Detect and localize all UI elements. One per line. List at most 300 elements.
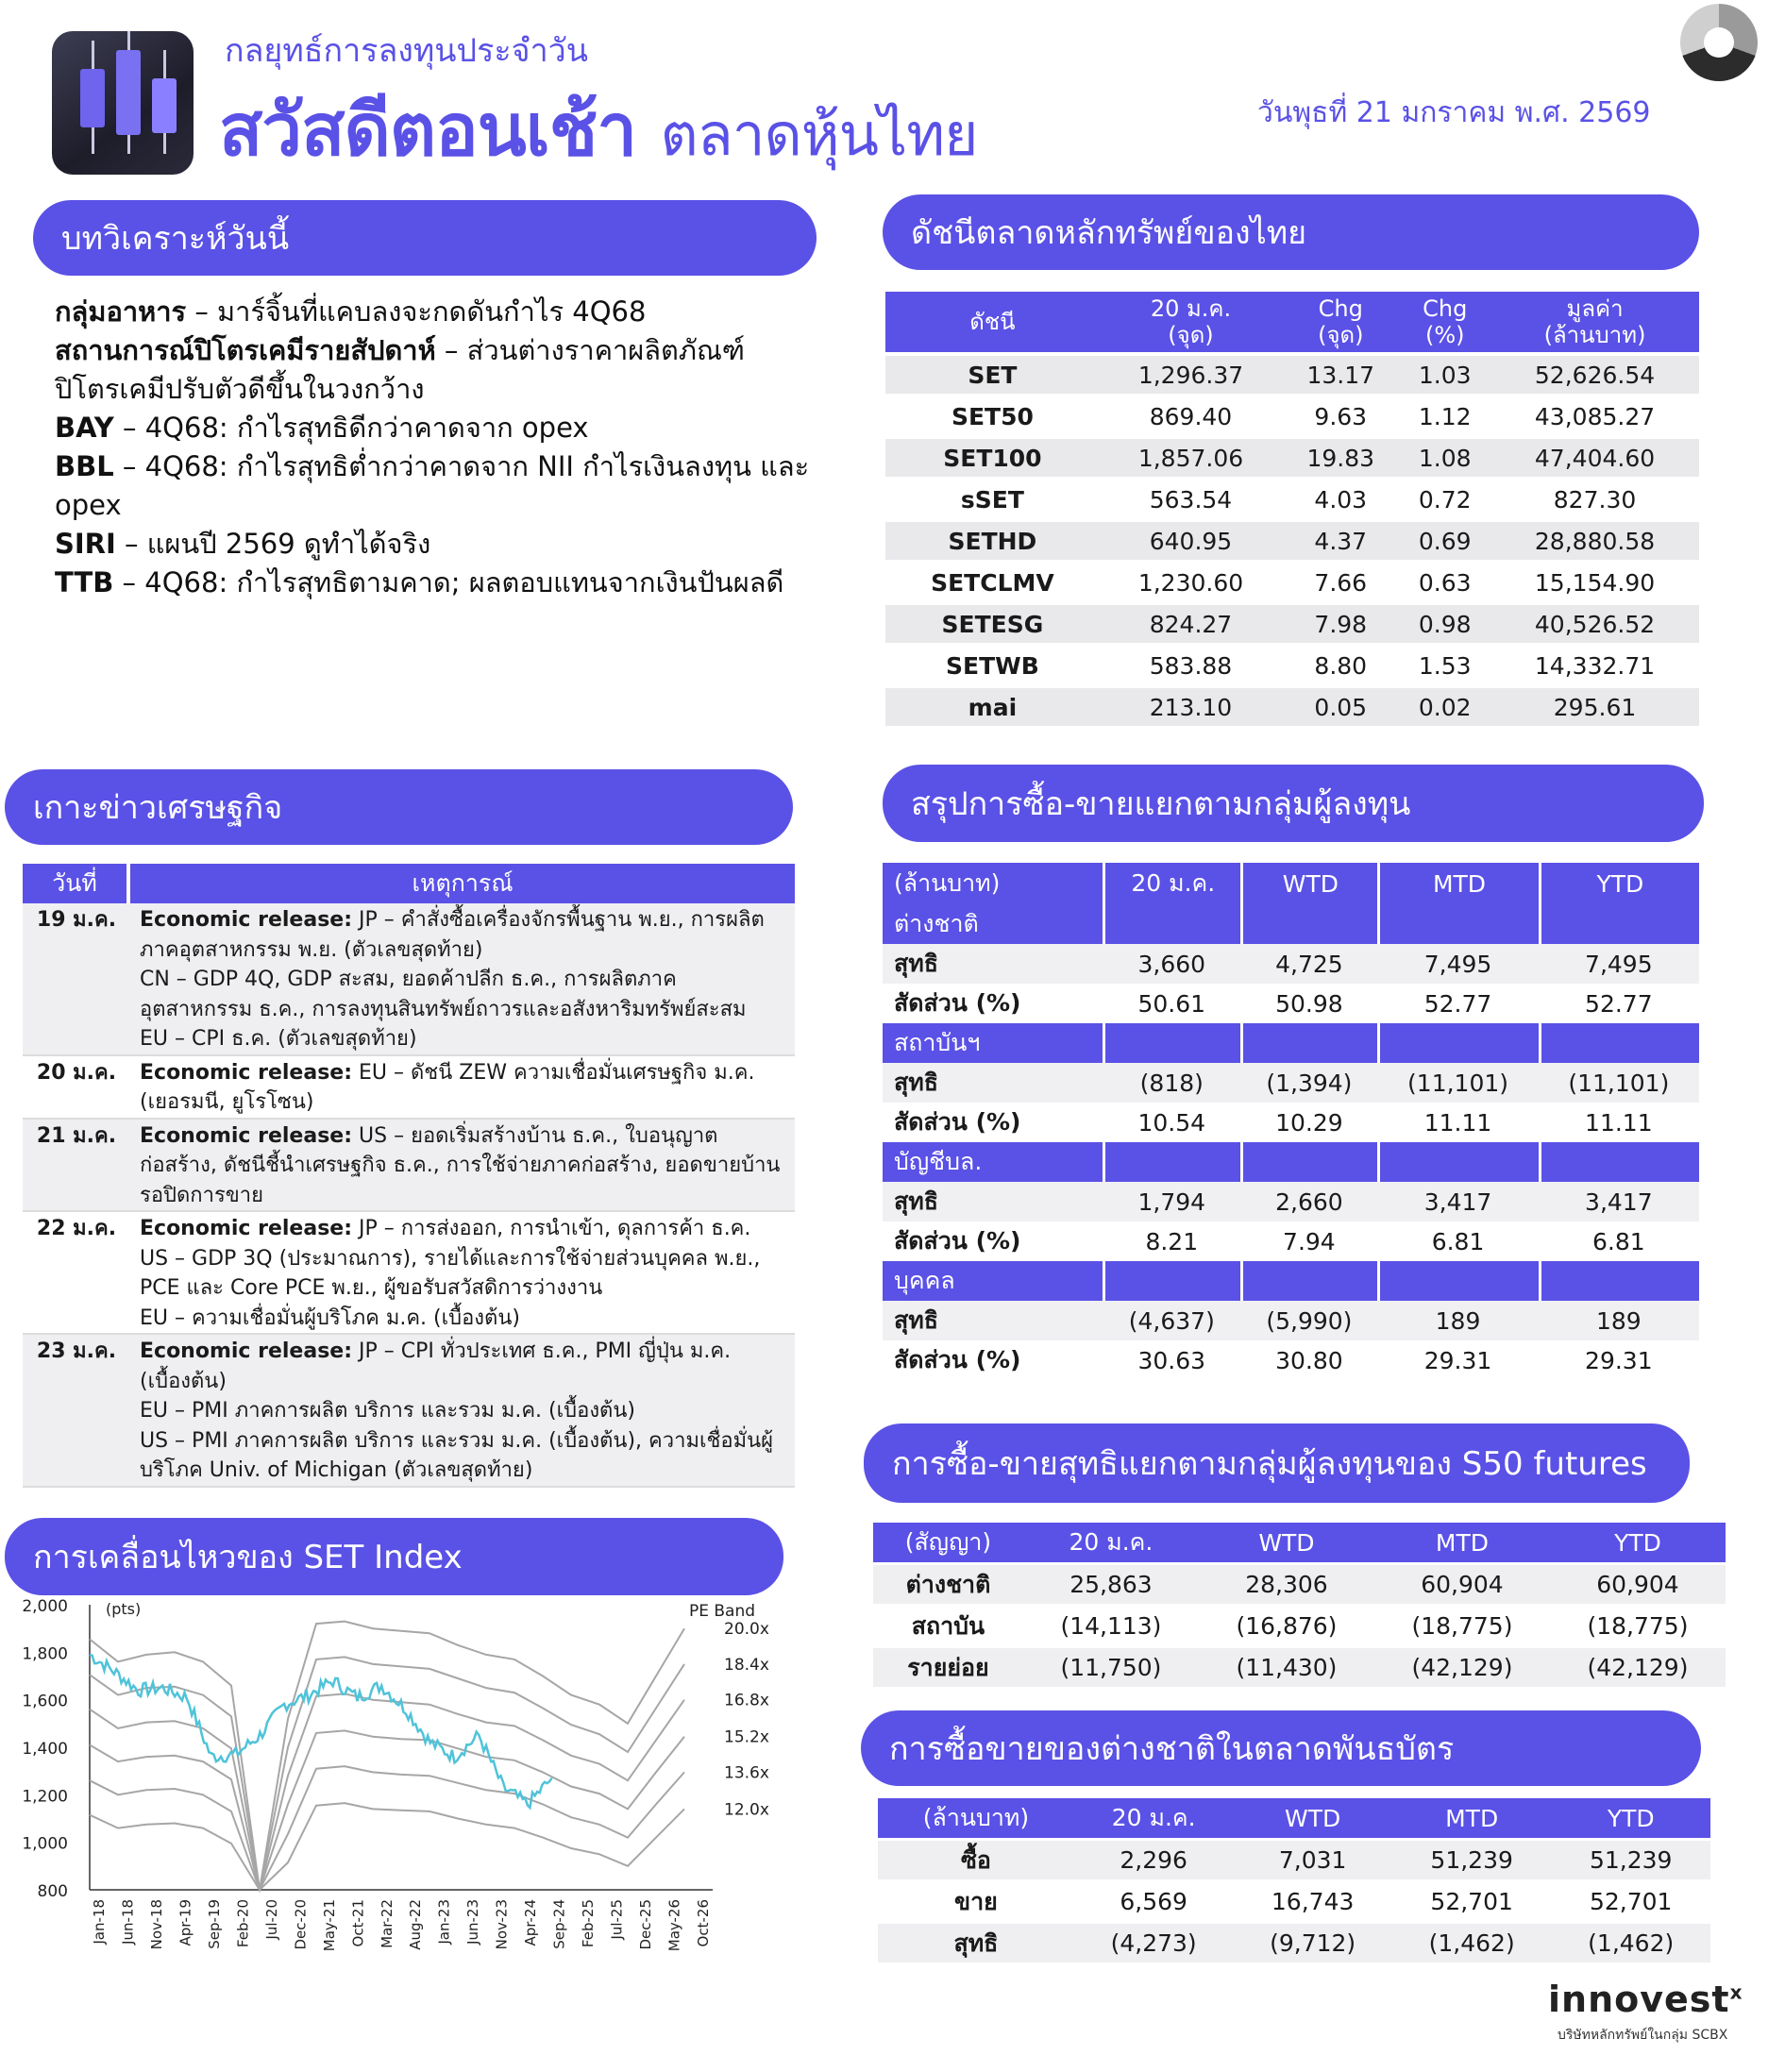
analysis-item-key: สถานการณ์ปิโตรเคมีรายสัปดาห์ [55, 334, 436, 366]
index-cell: 1.03 [1399, 356, 1490, 394]
x-tick-label: Sep-19 [205, 1899, 223, 1949]
x-tick-label: Jan-23 [435, 1899, 453, 1945]
table-row [23, 1212, 795, 1335]
investor-group-blank [1103, 1142, 1240, 1182]
futures_table-header-cell: YTD [1550, 1523, 1726, 1562]
analysis-item-text: – 4Q68: กำไรสุทธิตามคาด; ผลตอบแทนจากเงินปันผลดี [113, 566, 784, 598]
index-header-cell [1282, 292, 1399, 352]
table-row [883, 1182, 1699, 1221]
news-event-text: US – PMI ภาคการผลิต บริการ และรวม ม.ค. (เบื้องต้น), ความเชื่อมั่นผู้บริโภค Univ. of Michigan (ตัวเลขสุดท้าย) [140, 1428, 774, 1482]
investor-group-blank [1539, 904, 1699, 944]
investor-group-blank [1539, 1261, 1699, 1301]
investor-group-blank [1377, 1261, 1538, 1301]
index-header-line1: ดัชนี [969, 309, 1016, 335]
news-date: 22 ม.ค. [23, 1212, 130, 1335]
news-event-label: Economic release: [140, 1123, 353, 1148]
investor-cell: 30.80 [1275, 1346, 1343, 1374]
index-cell: 19.83 [1282, 439, 1399, 477]
bond_table-cell: (1,462) [1392, 1924, 1552, 1963]
investor-cell: 7.94 [1283, 1227, 1336, 1255]
news-event-label: Economic release: [140, 908, 353, 932]
futures_table-header-row [873, 1523, 1726, 1562]
index-cell: 1.53 [1418, 651, 1472, 680]
analysis-item-text: – 4Q68: กำไรสุทธิต่ำกว่าคาดจาก NII กำไรเงินลงทุน และ opex [55, 450, 810, 521]
news-event-line [140, 1337, 787, 1396]
index-cell: 869.40 [1149, 402, 1233, 430]
index-cell: 43,085.27 [1534, 402, 1656, 430]
x-tick-label: Feb-20 [234, 1899, 252, 1948]
index-cell: 1.08 [1399, 439, 1490, 477]
table-row [878, 1924, 1710, 1963]
analysis-item-key: BBL [55, 450, 114, 482]
bond_table-cell: ซื้อ [878, 1841, 1074, 1879]
news-event-label: Economic release: [140, 1217, 353, 1240]
investor-cell: 52.77 [1585, 989, 1653, 1018]
table-row [23, 903, 795, 1056]
investor-header-row [883, 863, 1699, 904]
investor-cell: 3,417 [1539, 1182, 1699, 1221]
futures_table-cell: สถาบัน [911, 1611, 985, 1640]
investor-cell: 30.63 [1137, 1346, 1206, 1374]
index-header-line2: (%) [1424, 322, 1465, 348]
x-tick-label: Mar-22 [378, 1899, 396, 1948]
table-row [873, 1607, 1726, 1645]
x-tick-label: Jul-20 [262, 1899, 280, 1940]
bond_table-cell: สุทธิ [878, 1924, 1074, 1963]
index-header-cell [1100, 292, 1282, 352]
table-row [873, 1565, 1726, 1604]
futures_table-cell: ต่างชาติ [873, 1565, 1023, 1604]
y-tick-label: 1,400 [22, 1740, 68, 1759]
set-index-chart [0, 1595, 783, 1973]
brand-mark: x [1729, 1980, 1743, 2004]
index-cell: 47,404.60 [1490, 439, 1699, 477]
news-event-line [140, 905, 787, 965]
index-cell: 4.37 [1282, 522, 1399, 560]
investor-cell: 29.31 [1423, 1346, 1492, 1374]
analysis-item [55, 525, 838, 564]
news-heading: เกาะข่าวเศรษฐกิจ [5, 769, 793, 845]
news-header-date: วันที่ [23, 864, 130, 903]
pe-band-line [90, 1803, 684, 1890]
page-title [219, 74, 977, 187]
bond_table-cell: 52,701 [1589, 1888, 1673, 1915]
analysis-item-key: TTB [55, 566, 114, 598]
news-event-text: JP – คำสั่งซื้อเครื่องจักรพื้นฐาน พ.ย., การผลิตภาคอุตสาหกรรม พ.ย. (ตัวเลขสุดท้าย) [140, 908, 765, 962]
bond_table-cell: (1,462) [1551, 1924, 1710, 1963]
y-tick-label: 1,200 [22, 1787, 68, 1807]
index-cell: 0.98 [1399, 605, 1490, 643]
index-cell: 7.66 [1314, 568, 1368, 597]
investor-group-blank [1377, 904, 1538, 944]
investor-header-cell: YTD [1539, 863, 1699, 904]
chart-heading: การเคลื่อนไหวของ SET Index [5, 1518, 783, 1595]
investor-cell: 11.11 [1423, 1108, 1492, 1137]
index-header-line1: Chg [1318, 295, 1363, 322]
index-cell: 0.63 [1418, 568, 1472, 597]
table-row [23, 1056, 795, 1120]
index-header-cell [1399, 292, 1490, 352]
investor-cell: สัดส่วน (%) [894, 1346, 1021, 1373]
index-header-line2: (จุด) [1318, 322, 1364, 348]
index-cell: SETESG [885, 605, 1100, 643]
news-event-text: JP – การส่งออก, การนำเข้า, ดุลการค้า ธ.ค. [352, 1217, 751, 1240]
table-row [883, 984, 1699, 1023]
investor-table [883, 863, 1699, 1380]
news-events [130, 903, 795, 1056]
x-tick-label: Oct-26 [695, 1899, 712, 1947]
index-header-line2: (จุด) [1168, 322, 1214, 348]
table-row [883, 1103, 1699, 1142]
news-events [130, 1212, 795, 1335]
futures_table-cell: รายย่อย [873, 1648, 1023, 1687]
futures_table-cell: (16,876) [1236, 1612, 1338, 1640]
investor-cell: (1,394) [1240, 1063, 1377, 1103]
bond_table-cell: 51,239 [1392, 1841, 1552, 1879]
investor-header-cell: (ล้านบาท) [883, 863, 1103, 904]
analysis-item-key: BAY [55, 412, 114, 444]
news-event-line [140, 1396, 787, 1426]
pe-band-label: 13.6x [724, 1763, 769, 1783]
x-tick-label: Aug-22 [407, 1899, 425, 1950]
index-header-line2: (ล้านบาท) [1543, 322, 1646, 348]
index-heading: ดัชนีตลาดหลักทรัพย์ของไทย [883, 194, 1699, 270]
investor-cell: (11,101) [1539, 1063, 1699, 1103]
analysis-item [55, 331, 838, 409]
futures-table [873, 1520, 1726, 1690]
news-event-text: US – ยอดเริ่มสร้างบ้าน ธ.ค., ใบอนุญาตก่อสร้าง, ดัชนีชี้นำเศรษฐกิจ ธ.ค., การใช้จ่ายภาคก่อสร้าง, ยอดขายบ้านรอปิดการขาย [140, 1123, 781, 1207]
index-cell: 9.63 [1314, 402, 1368, 430]
investor-cell: 29.31 [1585, 1346, 1653, 1374]
index-cell: mai [885, 688, 1100, 726]
bond-table [878, 1795, 1710, 1965]
index-cell: 1,296.37 [1100, 356, 1282, 394]
table-row [873, 1648, 1726, 1687]
investor-group-name: บุคคล [883, 1261, 1103, 1301]
investor-cell: สุทธิ [883, 1063, 1103, 1103]
brand-name: innovest [1548, 1979, 1730, 2020]
news-events [130, 1120, 795, 1213]
investor-cell: (5,990) [1240, 1301, 1377, 1340]
analysis-heading: บทวิเคราะห์วันนี้ [33, 200, 817, 276]
index-cell: 1,230.60 [1137, 568, 1244, 597]
investor-cell: สัดส่วน (%) [894, 1227, 1021, 1255]
investor-group-blank [1103, 904, 1240, 944]
investor-group-blank [1240, 1023, 1377, 1063]
investor-cell: สัดส่วน (%) [894, 989, 1021, 1017]
x-tick-label: Dec-20 [292, 1899, 310, 1950]
pe-band-label: 18.4x [724, 1655, 769, 1675]
index-cell: 213.10 [1100, 688, 1282, 726]
investor-cell: 7,495 [1539, 944, 1699, 984]
investor-cell: สุทธิ [883, 944, 1103, 984]
investor-group-blank [1377, 1023, 1538, 1063]
index-header-cell [1490, 292, 1699, 352]
futures_table-cell: (42,129) [1374, 1648, 1550, 1687]
table-row [23, 1120, 795, 1213]
analysis-item-text: – แผนปี 2569 ดูทำได้จริง [115, 528, 431, 560]
investor-heading: สรุปการซื้อ-ขายแยกตามกลุ่มผู้ลงทุน [883, 765, 1704, 842]
futures_table-cell: 60,904 [1550, 1565, 1726, 1604]
investor-group-row [883, 904, 1699, 944]
investor-cell: สุทธิ [883, 1301, 1103, 1340]
investor-cell: (4,637) [1103, 1301, 1240, 1340]
index-cell: sSET [960, 485, 1024, 514]
index-cell: 8.80 [1314, 651, 1368, 680]
index-cell: 7.98 [1282, 605, 1399, 643]
bond_table-header-cell: YTD [1551, 1798, 1710, 1838]
investor-cell: 189 [1377, 1301, 1538, 1340]
pe-band-line [90, 1766, 684, 1890]
news-event-line [140, 1024, 787, 1054]
index-table [885, 288, 1699, 730]
futures_table-header-cell: MTD [1374, 1523, 1550, 1562]
report-date: วันพุธที่ 21 มกราคม พ.ศ. 2569 [1257, 96, 1651, 129]
x-tick-label: May-26 [665, 1899, 683, 1952]
investor-header-cell: WTD [1240, 863, 1377, 904]
futures_table-cell: (18,775) [1587, 1612, 1689, 1640]
futures-heading: การซื้อ-ขายสุทธิแยกตามกลุ่มผู้ลงทุนของ S50 futures [864, 1423, 1690, 1503]
investor-cell: 189 [1539, 1301, 1699, 1340]
index-cell: 827.30 [1553, 485, 1637, 514]
index-cell: 0.69 [1399, 522, 1490, 560]
index-cell: SET50 [951, 402, 1034, 430]
analysis-item-key: SIRI [55, 528, 116, 560]
news-event-text: EU – PMI ภาคการผลิต บริการ และรวม ม.ค. (เบื้องต้น) [140, 1399, 635, 1423]
bond_table-cell: 52,701 [1430, 1888, 1513, 1915]
table-row [885, 480, 1699, 518]
pe-band-label: 12.0x [724, 1800, 769, 1820]
y-tick-label: 1,600 [22, 1692, 68, 1711]
pe-band-label: 20.0x [724, 1620, 769, 1640]
bond-heading: การซื้อขายของต่างชาติในตลาดพันธบัตร [861, 1710, 1701, 1786]
news-date: 21 ม.ค. [23, 1120, 130, 1213]
index-header-line1: Chg [1423, 295, 1468, 322]
donut-logo-icon [1680, 4, 1758, 81]
investor-cell: 8.21 [1145, 1227, 1199, 1255]
analysis-item [55, 409, 838, 447]
investor-cell: 1,794 [1103, 1182, 1240, 1221]
x-tick-label: Nov-18 [147, 1899, 165, 1950]
index-cell: SET [885, 356, 1100, 394]
investor-cell: 10.54 [1137, 1108, 1206, 1137]
x-tick-label: Dec-25 [637, 1899, 655, 1950]
analysis-item-text: – 4Q68: กำไรสุทธิดีกว่าคาดจาก opex [113, 412, 589, 444]
futures_table-cell: (11,750) [1023, 1648, 1199, 1687]
bond_table-cell: 51,239 [1551, 1841, 1710, 1879]
investor-cell: 52.77 [1423, 989, 1492, 1018]
investor-group-row [883, 1261, 1699, 1301]
bond_table-cell: 16,743 [1271, 1888, 1355, 1915]
futures_table-header-cell: 20 ม.ค. [1023, 1523, 1199, 1562]
index-cell: SETWB [946, 651, 1039, 680]
table-row [885, 439, 1699, 477]
x-tick-label: Nov-23 [493, 1899, 511, 1950]
analysis-item-text: – ส่วนต่างราคาผลิตภัณฑ์ปิโตรเคมีปรับตัวดีขึ้นในวงกว้าง [55, 334, 745, 405]
news-event-line [140, 1058, 787, 1118]
index-cell: 563.54 [1149, 485, 1233, 514]
index-cell: 1.12 [1418, 402, 1472, 430]
analysis-item [55, 564, 838, 602]
table-row [23, 1335, 795, 1488]
investor-cell: 11.11 [1585, 1108, 1653, 1137]
y-tick-label: 1,000 [22, 1834, 68, 1854]
index-header-row [885, 292, 1699, 352]
investor-group-row [883, 1142, 1699, 1182]
x-tick-label: Apr-24 [522, 1899, 540, 1946]
investor-group-blank [1103, 1261, 1240, 1301]
table-row [885, 522, 1699, 560]
news-header-event: เหตุการณ์ [130, 864, 795, 903]
index-cell: SETHD [885, 522, 1100, 560]
investor-group-blank [1539, 1023, 1699, 1063]
news-event-line [140, 1121, 787, 1211]
investor-header-cell: 20 ม.ค. [1103, 863, 1240, 904]
news-event-text: CN – GDP 4Q, GDP สะสม, ยอดค้าปลีก ธ.ค., การผลิตภาคอุตสาหกรรม ธ.ค., การลงทุนสินทรัพย์ถาวรและอสังหาริมทรัพย์สะสม [140, 968, 747, 1021]
investor-cell: 2,660 [1240, 1182, 1377, 1221]
y-tick-label: 1,800 [22, 1644, 68, 1664]
investor-cell: 4,725 [1240, 944, 1377, 984]
investor-group-name: บัญชีบล. [883, 1142, 1103, 1182]
news-date: 19 ม.ค. [23, 903, 130, 1056]
news-event-line [140, 1304, 787, 1334]
index-cell: SET100 [885, 439, 1100, 477]
bond_table-header-cell: (ล้านบาท) [878, 1798, 1074, 1838]
legend-title: PE Band [689, 1602, 756, 1621]
index-cell: 583.88 [1149, 651, 1233, 680]
news-event-text: EU – ดัชนี ZEW ความเชื่อมั่นเศรษฐกิจ ม.ค. (เยอรมนี, ยูโรโซน) [140, 1060, 755, 1114]
table-row [885, 605, 1699, 643]
news-header-row [23, 864, 795, 903]
brand-tagline: บริษัทหลักทรัพย์ในกลุ่ม SCBX [1558, 2028, 1728, 2043]
set-index-line [90, 1655, 552, 1808]
futures_table-header-cell: WTD [1199, 1523, 1374, 1562]
investor-group-name: สถาบันฯ [883, 1023, 1103, 1063]
table-row [878, 1841, 1710, 1879]
news-event-label: Economic release: [140, 1339, 353, 1363]
table-row [883, 1340, 1699, 1380]
news-event-label: Economic release: [140, 1060, 353, 1085]
futures_table-cell: 25,863 [1023, 1565, 1199, 1604]
bond_table-header-row [878, 1798, 1710, 1838]
analysis-item-key: กลุ่มอาหาร [55, 295, 187, 328]
index-cell: 40,526.52 [1490, 605, 1699, 643]
futures_table-cell: 28,306 [1199, 1565, 1374, 1604]
table-row [883, 944, 1699, 984]
bond_table-cell: 2,296 [1074, 1841, 1234, 1879]
investor-group-blank [1377, 1142, 1538, 1182]
analysis-item [55, 447, 838, 525]
index-cell: 640.95 [1100, 522, 1282, 560]
futures_table-cell: (14,113) [1060, 1612, 1162, 1640]
table-row [885, 564, 1699, 601]
news-event-line [140, 1426, 787, 1486]
x-tick-label: Jun-18 [119, 1899, 137, 1945]
investor-cell: (11,101) [1377, 1063, 1538, 1103]
index-header-line1: มูลค่า [1566, 295, 1624, 322]
bond_table-header-cell: WTD [1233, 1798, 1392, 1838]
news-event-text: JP – CPI ทั่วประเทศ ธ.ค., PMI ญี่ปุ่น ม.ค. (เบื้องต้น) [140, 1339, 732, 1393]
bond_table-cell: ขาย [954, 1887, 998, 1915]
analysis-item-text: – มาร์จิ้นที่แคบลงจะกดดันกำไร 4Q68 [186, 295, 647, 328]
bond_table-header-cell: MTD [1392, 1798, 1552, 1838]
news-event-text: US – GDP 3Q (ประมาณการ), รายได้และการใช้จ่ายส่วนบุคคล พ.ย., PCE และ Core PCE พ.ย., ผู้ขอรับสวัสดิการว่างงาน [140, 1246, 761, 1300]
news-event-line [140, 1214, 787, 1244]
table-row [883, 1221, 1699, 1261]
page-title-bold: สวัสดีตอนเช้า [219, 88, 636, 172]
index-cell: 52,626.54 [1490, 356, 1699, 394]
table-row [885, 356, 1699, 394]
investor-cell: 7,495 [1377, 944, 1538, 984]
page-title-light: ตลาดหุ้นไทย [660, 100, 978, 169]
investor-group-blank [1240, 1142, 1377, 1182]
analysis-list [55, 293, 838, 602]
news-date: 23 ม.ค. [23, 1335, 130, 1488]
bond_table-cell: 6,569 [1120, 1888, 1187, 1915]
futures_table-cell: 60,904 [1374, 1565, 1550, 1604]
news-events [130, 1335, 795, 1488]
brand-logo [1548, 1979, 1743, 2020]
investor-cell: 6.81 [1592, 1227, 1645, 1255]
bond_table-cell: (9,712) [1233, 1924, 1392, 1963]
pe-band-label: 15.2x [724, 1727, 769, 1747]
investor-cell: 3,660 [1103, 944, 1240, 984]
table-row [885, 647, 1699, 684]
futures_table-cell: (11,430) [1199, 1648, 1374, 1687]
investor-cell: สุทธิ [883, 1182, 1103, 1221]
table-row [885, 397, 1699, 435]
news-date: 20 ม.ค. [23, 1056, 130, 1120]
y-tick-label: 2,000 [22, 1597, 68, 1616]
news-table [23, 864, 795, 1488]
futures_table-cell: (18,775) [1411, 1612, 1513, 1640]
index-cell: 4.03 [1314, 485, 1368, 514]
news-event-line [140, 1244, 787, 1304]
index-cell: 13.17 [1282, 356, 1399, 394]
x-tick-label: Oct-21 [349, 1899, 367, 1947]
x-tick-label: May-21 [320, 1899, 338, 1952]
bond_table-cell: 7,031 [1233, 1841, 1392, 1879]
index-cell: 15,154.90 [1534, 568, 1656, 597]
index-cell: 0.72 [1418, 485, 1472, 514]
index-cell: 0.02 [1399, 688, 1490, 726]
futures_table-header-cell: (สัญญา) [873, 1523, 1023, 1562]
investor-group-row [883, 1023, 1699, 1063]
news-event-text: EU – ความเชื่อมั่นผู้บริโภค ม.ค. (เบื้องต้น) [140, 1306, 520, 1330]
index-cell: 28,880.58 [1490, 522, 1699, 560]
header-logo-image [52, 31, 194, 175]
investor-group-blank [1539, 1142, 1699, 1182]
x-tick-label: Jul-25 [608, 1899, 626, 1940]
investor-cell: 10.29 [1275, 1108, 1343, 1137]
investor-cell: 50.61 [1137, 989, 1206, 1018]
bond_table-cell: (4,273) [1074, 1924, 1234, 1963]
investor-group-name: ต่างชาติ [883, 904, 1103, 944]
analysis-item [55, 293, 838, 331]
index-cell: SETCLMV [931, 568, 1054, 597]
table-row [878, 1882, 1710, 1921]
index-cell: 0.05 [1282, 688, 1399, 726]
index-header-line1: 20 ม.ค. [1150, 295, 1232, 322]
y-tick-label: 800 [37, 1882, 68, 1901]
x-tick-label: Apr-19 [177, 1899, 194, 1946]
x-tick-label: Jun-23 [464, 1899, 482, 1945]
table-row [883, 1301, 1699, 1340]
news-event-line [140, 965, 787, 1024]
x-tick-label: Jan-18 [91, 1899, 108, 1945]
futures_table-cell: (42,129) [1550, 1648, 1726, 1687]
news-events [130, 1056, 795, 1120]
